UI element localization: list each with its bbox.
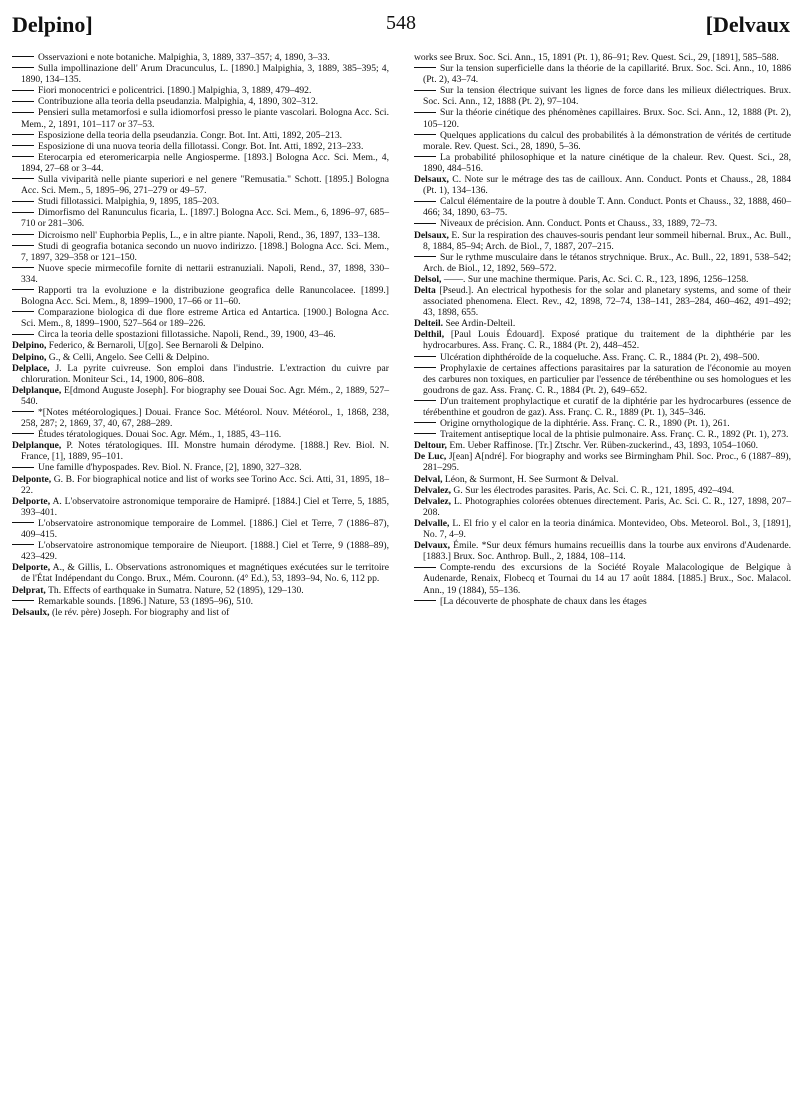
- ditto-dash: [414, 90, 436, 91]
- bibliography-entry: [414, 485, 791, 496]
- bibliography-entry: [414, 318, 791, 329]
- header-right-term: [Delvaux: [705, 12, 790, 37]
- bibliography-entry: [12, 429, 389, 440]
- entry-author: Delsaulx,: [12, 606, 50, 618]
- ditto-dash: [414, 400, 436, 401]
- entry-text: Circa la teoria delle spostazioni fillotassiche. Napoli, Rend., 39, 1900, 43–46.: [38, 329, 336, 341]
- ditto-dash: [12, 544, 34, 545]
- bibliography-entry: [414, 396, 791, 418]
- ditto-dash: [414, 156, 436, 157]
- bibliography-entry: [414, 218, 791, 229]
- header-left-term: Delpino]: [12, 12, 93, 37]
- entry-author: Delta: [414, 284, 436, 296]
- entry-author: Delplanque,: [12, 440, 62, 452]
- bibliography-entry: [12, 340, 389, 351]
- entry-text: Th. Effects of earthquake in Sumatra. Nature, 52 (1895), 129–130.: [45, 584, 304, 596]
- entry-text: L'observatoire astronomique temporaire de Lommel. [1886.] Ciel et Terre, 7 (1886–87), 409–415.: [21, 517, 389, 541]
- entry-text: Origine ornythologique de la diphtérie. Ass. Franç. C. R., 1890 (Pt. 1), 261.: [440, 418, 730, 430]
- ditto-dash: [414, 112, 436, 113]
- bibliography-entry: [12, 174, 389, 196]
- ditto-dash: [414, 256, 436, 257]
- running-header: [12, 12, 790, 46]
- bibliography-entry: [12, 474, 389, 496]
- entry-author: Delteil.: [414, 318, 444, 330]
- bibliography-entry: [12, 63, 389, 85]
- entry-author: Delporte,: [12, 562, 51, 574]
- bibliography-entry: [414, 474, 791, 485]
- entry-text: Dicroismo nell' Euphorbia Peplis, L., e in altre piante. Napoli, Rend., 36, 1897, 133–138.: [38, 229, 380, 241]
- entry-text: G. B. For biographical notice and list of works see Torino Acc. Sci. Atti, 31, 1895, 18–22.: [21, 473, 389, 496]
- ditto-dash: [12, 67, 34, 68]
- entry-text: C. Note sur le métrage des tas de cailloux. Ann. Conduct. Ponts et Chauss., 28, 1884 (Pt. 1), 134–136.: [423, 174, 791, 197]
- entry-author: Delval,: [414, 473, 443, 485]
- bibliography-entry: [414, 329, 791, 351]
- entry-text: Esposizione di una nuova teoria della fillotassi. Congr. Bot. Int. Atti, 1892, 213–233.: [38, 140, 364, 152]
- entry-author: Delponte,: [12, 473, 52, 485]
- entry-text: L. Photographies colorées obtenues directement. Paris, Ac. Sci. C. R., 127, 1898, 207–208.: [423, 495, 791, 518]
- bibliography-entry: [414, 285, 791, 318]
- bibliography-entry: [414, 562, 791, 595]
- entry-author: Delsaux,: [414, 229, 449, 241]
- entry-text: Contribuzione alla teoria della pseudanzia. Malpighia, 4, 1890, 302–312.: [38, 96, 319, 108]
- entry-text: Nuove specie mirmecofile fornite di nettarii estranuziali. Napoli, Rend., 37, 1898, 330–334.: [21, 262, 389, 285]
- entry-text: A. L'observatoire astronomique temporaire de Hamipré. [1884.] Ciel et Terre, 5, 1885, 393–401.: [21, 495, 389, 518]
- ditto-dash: [12, 101, 34, 102]
- bibliography-entry: [12, 329, 389, 340]
- entry-text: Une famille d'hypospades. Rev. Biol. N. France, [2], 1890, 327–328.: [38, 462, 302, 474]
- ditto-dash: [12, 112, 34, 113]
- bibliography-entry: [12, 96, 389, 107]
- ditto-dash: [414, 433, 436, 434]
- entry-text: Studi di geografia botanica secondo un nuovo indirizzo. [1898.] Bologna Acc. Sci. Mem., 7, 1897, 329–358 or 121–150.: [21, 240, 389, 263]
- bibliography-entry: [12, 585, 389, 596]
- entry-text: Remarkable sounds. [1896.] Nature, 53 (1895–96), 510.: [38, 595, 254, 607]
- ditto-dash: [12, 311, 34, 312]
- entry-text: Études tératologiques. Douai Soc. Agr. Mém., 1, 1885, 43–116.: [38, 429, 282, 441]
- entry-text: Niveaux de précision. Ann. Conduct. Ponts et Chauss., 33, 1889, 72–73.: [440, 218, 718, 230]
- entry-text: G. Sur les électrodes parasites. Paris, Ac. Sci. C. R., 121, 1895, 492–494.: [451, 484, 735, 496]
- bibliography-entry: [12, 285, 389, 307]
- bibliography-entry: [414, 230, 791, 252]
- entry-text: Comparazione biologica di due flore estreme Artica ed Antartica. [1900.] Bologna Acc. Sci. Mem., 8, 1899–1900, 527–564 or 189–226.: [21, 307, 389, 330]
- ditto-dash: [12, 234, 34, 235]
- bibliography-entry: [12, 107, 389, 129]
- ditto-dash: [12, 145, 34, 146]
- bibliography-entry: [414, 352, 791, 363]
- entry-text: Ulcération diphthéroïde de la coqueluche. Ass. Franç. C. R., 1884 (Pt. 2), 498–500.: [440, 351, 760, 363]
- entry-author: Delsaux,: [414, 174, 449, 186]
- bibliography-entry: [414, 107, 791, 129]
- ditto-dash: [12, 411, 34, 412]
- entry-text: See Ardin-Delteil.: [443, 318, 516, 330]
- entry-author: Delporte,: [12, 495, 51, 507]
- bibliography-entry: [414, 152, 791, 174]
- ditto-dash: [414, 600, 436, 601]
- bibliography-entry: [12, 152, 389, 174]
- ditto-dash: [12, 90, 34, 91]
- bibliography-entry: [12, 141, 389, 152]
- bibliography-entry: [12, 263, 389, 285]
- entry-text: Osservazioni e note botaniche. Malpighia, 3, 1889, 337–357; 4, 1890, 3–33.: [38, 52, 330, 63]
- ditto-dash: [12, 245, 34, 246]
- entry-text: J. La pyrite cuivreuse. Son emploi dans l'industrie. L'extraction du cuivre par chloruration. Moniteur Sci., 14, 1900, 806–808.: [21, 362, 389, 385]
- entry-text: *[Notes météorologiques.] Douai. France Soc. Météorol. Nouv. Météorol., 1, 1868, 238, 258, 287; 2, 1869, 37, 40, 67, 288–289.: [21, 407, 389, 430]
- bibliography-entry: [414, 596, 791, 607]
- entry-text: [La découverte de phosphate de chaux dans les étages: [440, 595, 647, 607]
- entry-text: Sur la tension superficielle dans la théorie de la capillarité. Brux. Soc. Sci. Ann., 10, 1886 (Pt. 2), 43–74.: [423, 63, 791, 86]
- entry-author: Delprat,: [12, 584, 46, 596]
- entry-text: [Pseud.]. An electrical hypothesis for the solar and planetary systems, and some of their associated phenomena. Elect. Rev., 42, 1898, 72–74, 138–141, 283–284, 460–462, 491–492; 43, 1898, 655.: [423, 284, 791, 319]
- entry-text: Sur la tension électrique suivant les lignes de force dans les milieux diélectriques. Brux. Soc. Sci. Ann., 12, 1888 (Pt. 2), 97–104.: [423, 85, 791, 108]
- bibliography-entry: [12, 52, 389, 63]
- bibliography-entry: [414, 85, 791, 107]
- ditto-dash: [12, 433, 34, 434]
- page-number: 548: [386, 12, 416, 34]
- entry-text: Sulla impollinazione dell' Arum Dracunculus, L. [1890.] Malpighia, 3, 1889, 385–395; 4, 1890, 134–135.: [21, 63, 389, 86]
- entry-text: Sulla viviparità nelle piante superiori e nel genere "Remusatia." Schott. [1895.] Bologna Acc. Sci. Mem., 5, 1895–96, 271–279 or 49–57.: [21, 174, 389, 197]
- entry-text: [Paul Louis Édouard]. Exposé pratique du traitement de la diphthérie par les hydrocarbures. Ass. Franç. C. R., 1884 (Pt. 2), 448–452.: [423, 329, 791, 352]
- entry-text: G., & Celli, Angelo. See Celli & Delpino.: [46, 351, 210, 363]
- bibliography-entry: [414, 130, 791, 152]
- entry-text: Léon, & Surmont, H. See Surmont & Delval.: [442, 473, 619, 485]
- bibliography-entry: [12, 352, 389, 363]
- entry-text: ——. Sur une machine thermique. Paris, Ac. Sci. C. R., 123, 1896, 1256–1258.: [441, 273, 749, 285]
- entry-author: Delsol,: [414, 273, 442, 285]
- bibliography-entry: [12, 207, 389, 229]
- entry-text: Fiori monocentrici e policentrici. [1890.] Malpighia, 3, 1889, 479–492.: [38, 85, 312, 97]
- entry-text: (le rév. père) Joseph. For biography and list of: [49, 606, 230, 618]
- ditto-dash: [414, 67, 436, 68]
- ditto-dash: [414, 367, 436, 368]
- ditto-dash: [12, 201, 34, 202]
- bibliography-entry: [12, 230, 389, 241]
- bibliography-entry: [414, 274, 791, 285]
- ditto-dash: [12, 56, 34, 57]
- bibliography-entry: [12, 85, 389, 96]
- entry-author: Delplace,: [12, 362, 50, 374]
- entry-text: A., & Gillis, L. Observations astronomiques et magnétiques exécutées sur le territoire de l'État Indépendant du Congo. Brux., Mém. Couronn. (4° Ed.), 53, 1893–94, No. 6, 112 pp.: [21, 562, 389, 585]
- ditto-dash: [12, 522, 34, 523]
- entry-text: E[dmond Auguste Joseph]. For biography see Douai Soc. Agr. Mém., 2, 1889, 527–540.: [21, 384, 389, 407]
- entry-text: Studi fillotassici. Malpighia, 9, 1895, 185–203.: [38, 196, 220, 208]
- bibliography-entry: [12, 385, 389, 407]
- bibliography-entry: [12, 241, 389, 263]
- entry-author: Delvalle,: [414, 517, 450, 529]
- entry-text: Em. Ueber Raffinose. [Tr.] Ztschr. Ver. Rüben-zuckerind., 43, 1893, 1054–1060.: [446, 440, 759, 452]
- bibliography-entry: [12, 562, 389, 584]
- ditto-dash: [12, 289, 34, 290]
- bibliography-entry: [414, 63, 791, 85]
- entry-author: Delpino,: [12, 351, 47, 363]
- bibliography-entry: [12, 363, 389, 385]
- bibliography-entry: [12, 407, 389, 429]
- entry-author: Delvalez,: [414, 495, 452, 507]
- entry-text: Federico, & Bernaroli, U[go]. See Bernaroli & Delpino.: [46, 340, 264, 352]
- bibliography-entry: [414, 440, 791, 451]
- entry-text: D'un traitement prophylactique et curatif de la diphtérie par les hydrocarbures (essence de térébenthine et goudron de gaz). Ass. Franç. C. R., 1889 (Pt. 1), 345–346.: [423, 395, 791, 418]
- bibliography-entry: [12, 518, 389, 540]
- entry-text: Sur le rythme musculaire dans le tétanos strychnique. Brux., Ac. Bull., 22, 1891, 538–542; Arch. de Biol., 12, 1892, 569–572.: [423, 251, 791, 274]
- ditto-dash: [12, 467, 34, 468]
- bibliography-entry: [414, 363, 791, 396]
- bibliography-entry: [414, 496, 791, 518]
- ditto-dash: [12, 134, 34, 135]
- entry-text: Pensieri sulla metamorfosi e sulla idiomorfosi presso le piante vascolari. Bologna Acc. Sci. Mem., 2, 1891, 101–117 or 37–53.: [21, 107, 389, 130]
- bibliography-entry: [12, 607, 389, 618]
- bibliography-entry: [12, 540, 389, 562]
- entry-text: L'observatoire astronomique temporaire de Nieuport. [1888.] Ciel et Terre, 9 (1888–89), 423–429.: [21, 540, 389, 563]
- entry-text: Sur la théorie cinétique des phénomènes capillaires. Brux. Soc. Sci. Ann., 12, 1888 (Pt. 2), 105–120.: [423, 107, 791, 130]
- ditto-dash: [414, 356, 436, 357]
- ditto-dash: [414, 134, 436, 135]
- ditto-dash: [12, 178, 34, 179]
- entry-text: Compte-rendu des excursions de la Société Royale Malacologique de Belgique à Audenarde, Renaix, Flobecq et Tournai du 14 au 17 août 1884. [1885.] Brux., Soc. Malacol. Ann., 19 (1884), 55–136.: [423, 562, 791, 596]
- left-column: [12, 52, 389, 618]
- ditto-dash: [12, 267, 34, 268]
- right-column: [414, 52, 791, 607]
- entry-author: Delvaux,: [414, 540, 450, 552]
- ditto-dash: [414, 201, 436, 202]
- entry-text: L. El frio y el calor en la teoria dinámica. Montevideo, Obs. Meteorol. Bol., 3, [1891], No. 7, 4–9.: [423, 517, 791, 541]
- entry-author: Delthil,: [414, 329, 445, 341]
- entry-text: La probabilité philosophique et la nature cinétique de la chaleur. Rev. Quest. Sci., 28, 1890, 484–516.: [423, 151, 791, 174]
- ditto-dash: [414, 422, 436, 423]
- ditto-dash: [12, 600, 34, 601]
- entry-text: P. Notes tératologiques. III. Monstre humain dérodyme. [1888.] Rev. Biol. N. France, [1], 1889, 95–101.: [21, 440, 389, 463]
- entry-text: Calcul élémentaire de la poutre à double T. Ann. Conduct. Ponts et Chauss., 32, 1888, 460–466; 34, 1890, 63–75.: [423, 196, 791, 219]
- ditto-dash: [12, 334, 34, 335]
- bibliography-entry: [414, 451, 791, 473]
- bibliography-entry: [414, 418, 791, 429]
- entry-author: Delvalez,: [414, 484, 452, 496]
- entry-text: J[ean] A[ndré]. For biography and works see Birmingham Phil. Soc. Proc., 6 (1887–89), 281–295.: [423, 451, 791, 474]
- bibliography-entry: [414, 196, 791, 218]
- bibliography-entry: [414, 174, 791, 196]
- entry-author: Delpino,: [12, 340, 47, 352]
- bibliography-entry: [414, 540, 791, 562]
- entry-author: Delplanque,: [12, 384, 62, 396]
- entry-text: Dimorfismo del Ranunculus ficaria, L. [1897.] Bologna Acc. Sci. Mem., 6, 1896–97, 685–710 or 281–306.: [21, 207, 389, 230]
- bibliography-entry: [12, 462, 389, 473]
- entry-text: Eterocarpia ed eteromericarpia nelle Angiosperme. [1893.] Bologna Acc. Sci. Mem., 4, 1894, 27–68 or 3–44.: [21, 151, 389, 174]
- bibliography-entry: [414, 429, 791, 440]
- entry-text: Émile. *Sur deux fémurs humains recueillis dans la tourbe aux environs d'Audenarde. [1883.] Brux. Soc. Anthrop. Bull., 2, 1884, 108–114.: [423, 540, 791, 563]
- entry-author: De Luc,: [414, 451, 447, 463]
- bibliography-entry: [12, 196, 389, 207]
- bibliography-entry: [12, 596, 389, 607]
- bibliography-entry: [12, 440, 389, 462]
- entry-text: works see Brux. Soc. Sci. Ann., 15, 1891 (Pt. 1), 86–91; Rev. Quest. Sci., 29, [1891], 585–588.: [414, 52, 779, 63]
- bibliography-entry: [12, 130, 389, 141]
- entry-text: Quelques applications du calcul des probabilités à la démonstration de vérités de certitude morale. Rev. Quest. Sci., 28, 1890, 5–36.: [423, 129, 791, 152]
- ditto-dash: [414, 567, 436, 568]
- entry-text: E. Sur la respiration des chauves-souris pendant leur sommeil hibernal. Brux., Ac. Bull., 8, 1884, 85–94; Arch. de Biol., 7, 1887, 207–215.: [423, 229, 791, 252]
- ditto-dash: [12, 156, 34, 157]
- entry-text: Prophylaxie de certaines affections parasitaires par la saturation de l'économie au moyen des carbures non toxiques, en particulier par l'essence de térébenthine ou ses homologues et les goudrons de gaz. Ass. Franç. C. R., 1884 (Pt. 2), 649–652.: [423, 362, 791, 396]
- bibliography-entry: [414, 52, 791, 63]
- entry-text: Esposizione della teoria della pseudanzia. Congr. Bot. Int. Atti, 1892, 205–213.: [38, 129, 343, 141]
- bibliography-entry: [12, 496, 389, 518]
- ditto-dash: [414, 223, 436, 224]
- entry-text: Traitement antiseptique local de la phtisie pulmonaire. Ass. Franç. C. R., 1892 (Pt. 1), 273.: [440, 429, 789, 441]
- bibliography-entry: [414, 518, 791, 540]
- bibliography-entry: [12, 307, 389, 329]
- entry-author: Deltour,: [414, 440, 447, 452]
- ditto-dash: [12, 212, 34, 213]
- bibliography-entry: [414, 252, 791, 274]
- entry-text: Rapporti tra la evoluzione e la distribuzione geografica delle Ranuncolacee. [1899.] Bologna Acc. Sci. Mem., 8, 1899–1900, 17–66 or 11–60.: [21, 284, 389, 308]
